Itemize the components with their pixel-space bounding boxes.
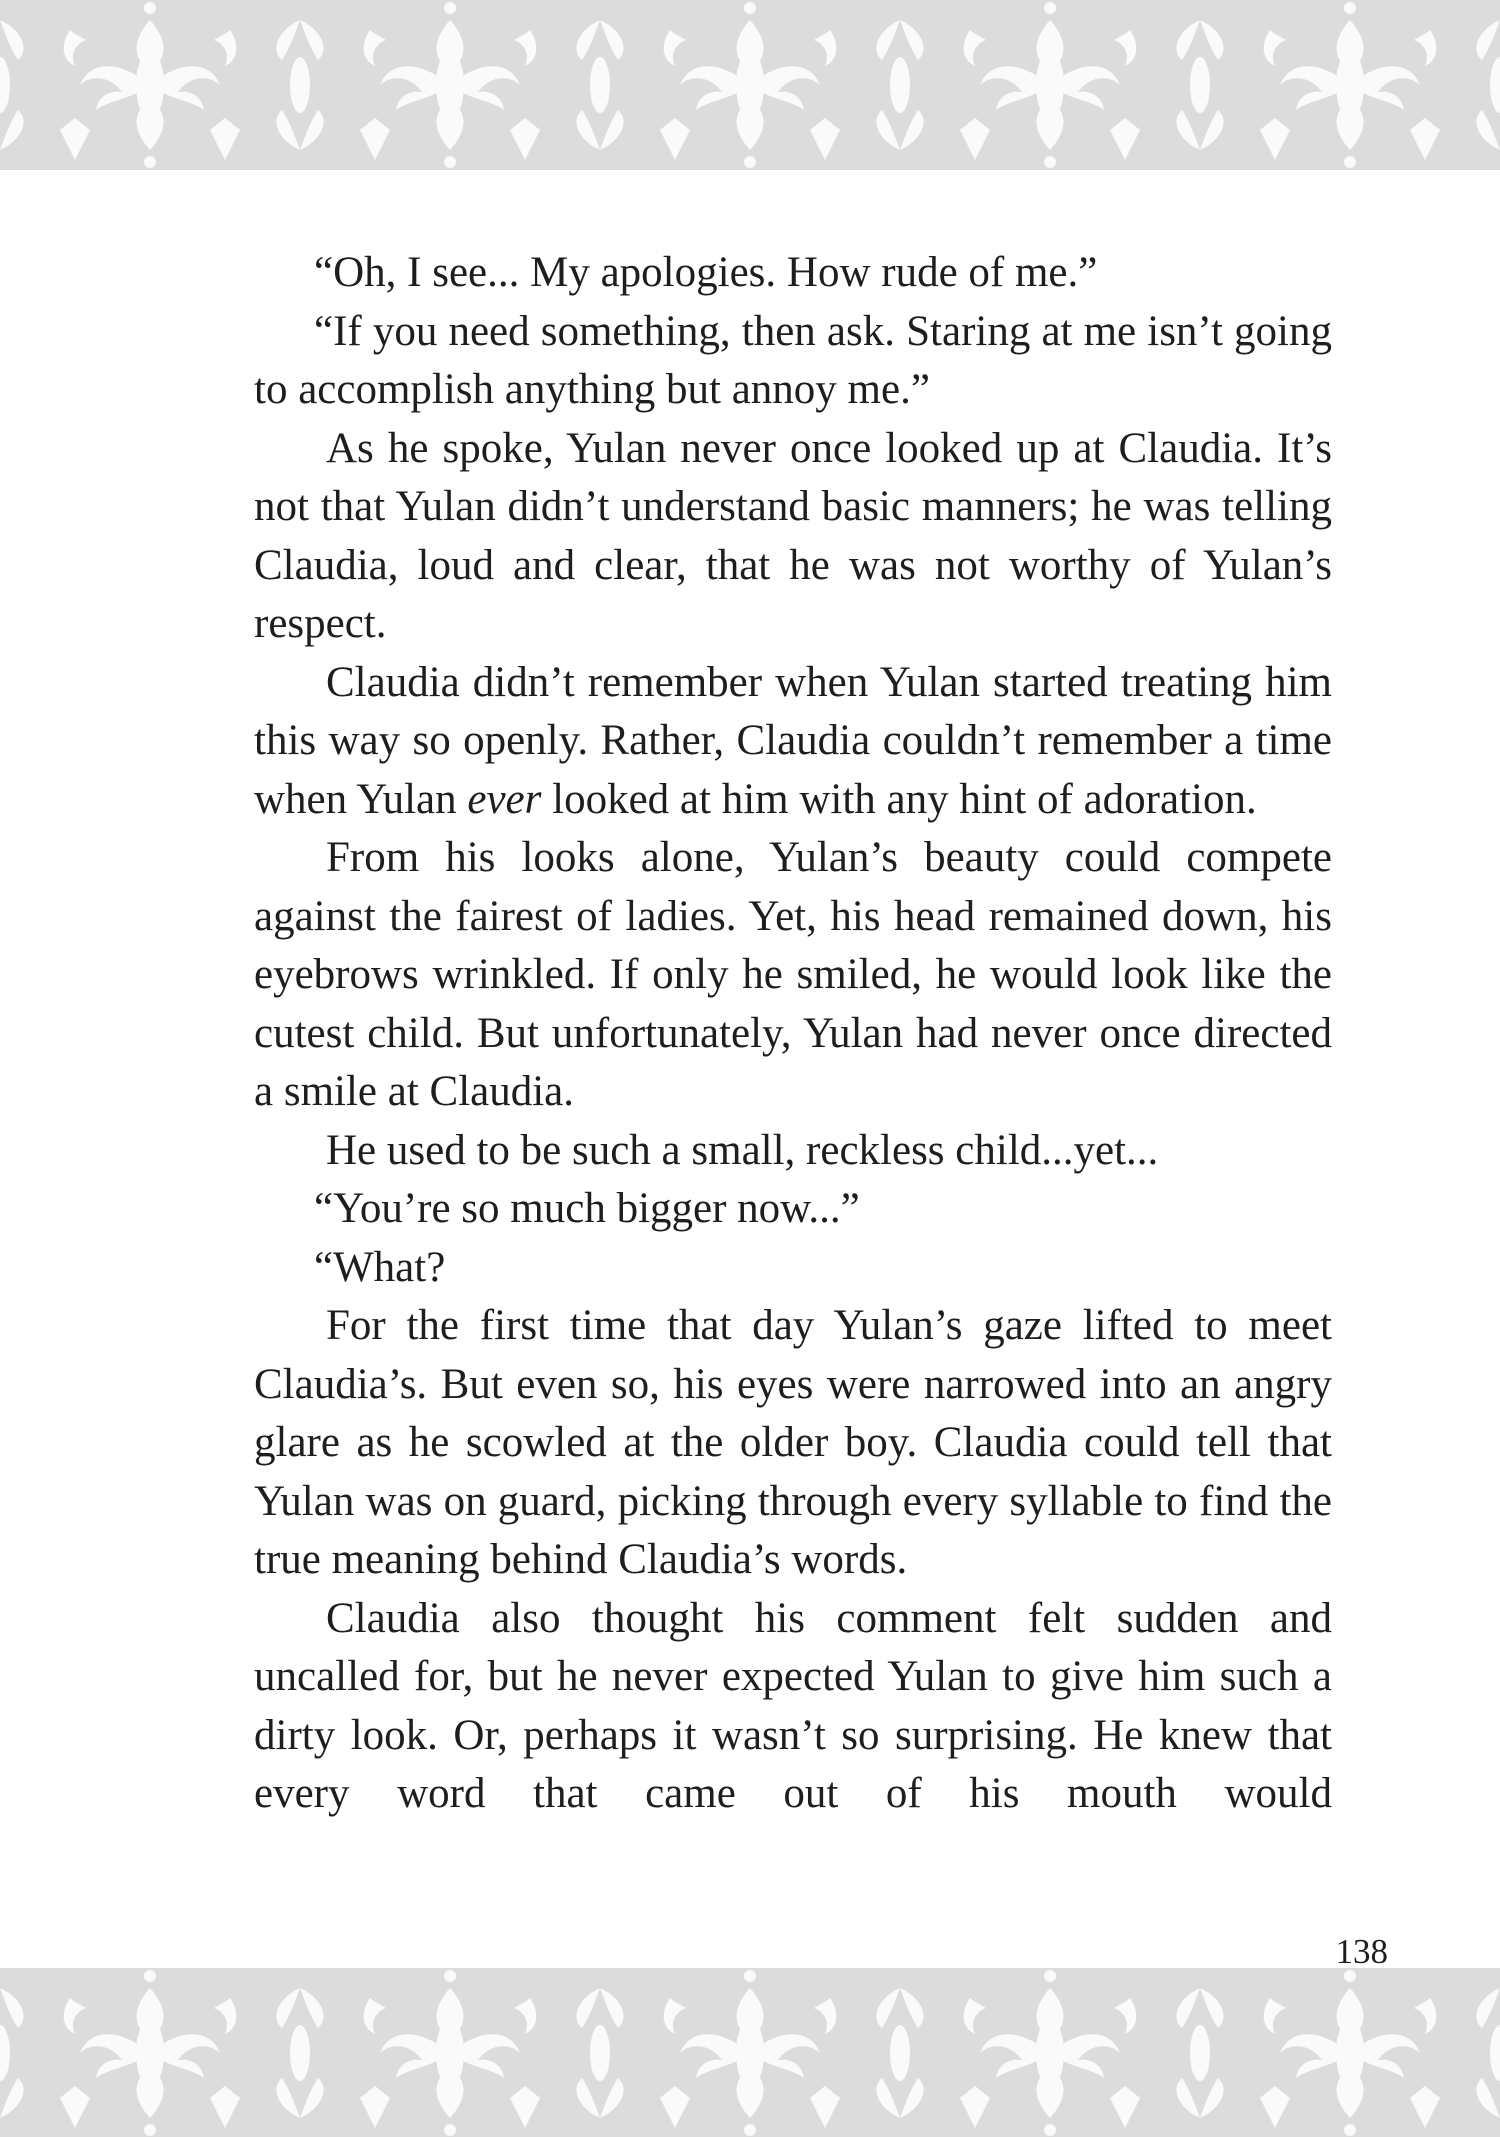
paragraph: For the first time that day Yulan’s gaze lifted to meet Claudia’s. But even so, his eyes were narrowed into an angry glare as he scowled at the older boy. Claudia could tell that Yulan was on guard, picking through every syllable to find the true meaning behind Claudia’s words. (254, 1302, 1332, 1583)
page-number: 138 (1335, 1932, 1388, 1971)
emphasis-text: ever (467, 775, 542, 823)
page-body (254, 244, 1332, 1824)
paragraph: Claudia also thought his comment felt sudden and uncalled for, but he never expected Yulan to give him such a dirty look. Or, perhaps it wasn’t so surprising. He knew that every word that came out of his mouth would (254, 1594, 1332, 1817)
paragraph: He used to be such a small, reckless child...yet... (326, 1126, 1159, 1174)
paragraph: “If you need something, then ask. Staring at me isn’t going to accomplish anything but annoy me.” (254, 307, 1332, 413)
damask-ornament-icon (0, 0, 1500, 170)
paragraph: “You’re so much bigger now...” (314, 1185, 860, 1232)
paragraph-text: Claudia didn’t remember when Yulan started treating him this way so openly. Rather, Claudia couldn’t remember a time when Yulan (254, 658, 1332, 823)
footer-ornament-band (0, 1968, 1500, 2137)
paragraph: From his looks alone, Yulan’s beauty could compete against the fairest of ladies. Yet, his head remained down, his eyebrows wrinkled. If only he smiled, he would look like the cutest child. But unfortunately, Yulan had never once directed a smile at Claudia. (254, 834, 1332, 1115)
paragraph: “Oh, I see... My apologies. How rude of me.” (314, 249, 1098, 296)
header-ornament-band (0, 0, 1500, 170)
paragraph: “What? (314, 1243, 446, 1291)
paragraph: As he spoke, Yulan never once looked up at Claudia. It’s not that Yulan didn’t understand basic manners; he was telling Claudia, loud and clear, that he was not worthy of Yulan’s respect. (254, 424, 1332, 647)
paragraph-text: looked at him with any hint of adoration. (541, 775, 1257, 823)
paragraph (254, 654, 1332, 830)
damask-ornament-icon (0, 1968, 1500, 2137)
